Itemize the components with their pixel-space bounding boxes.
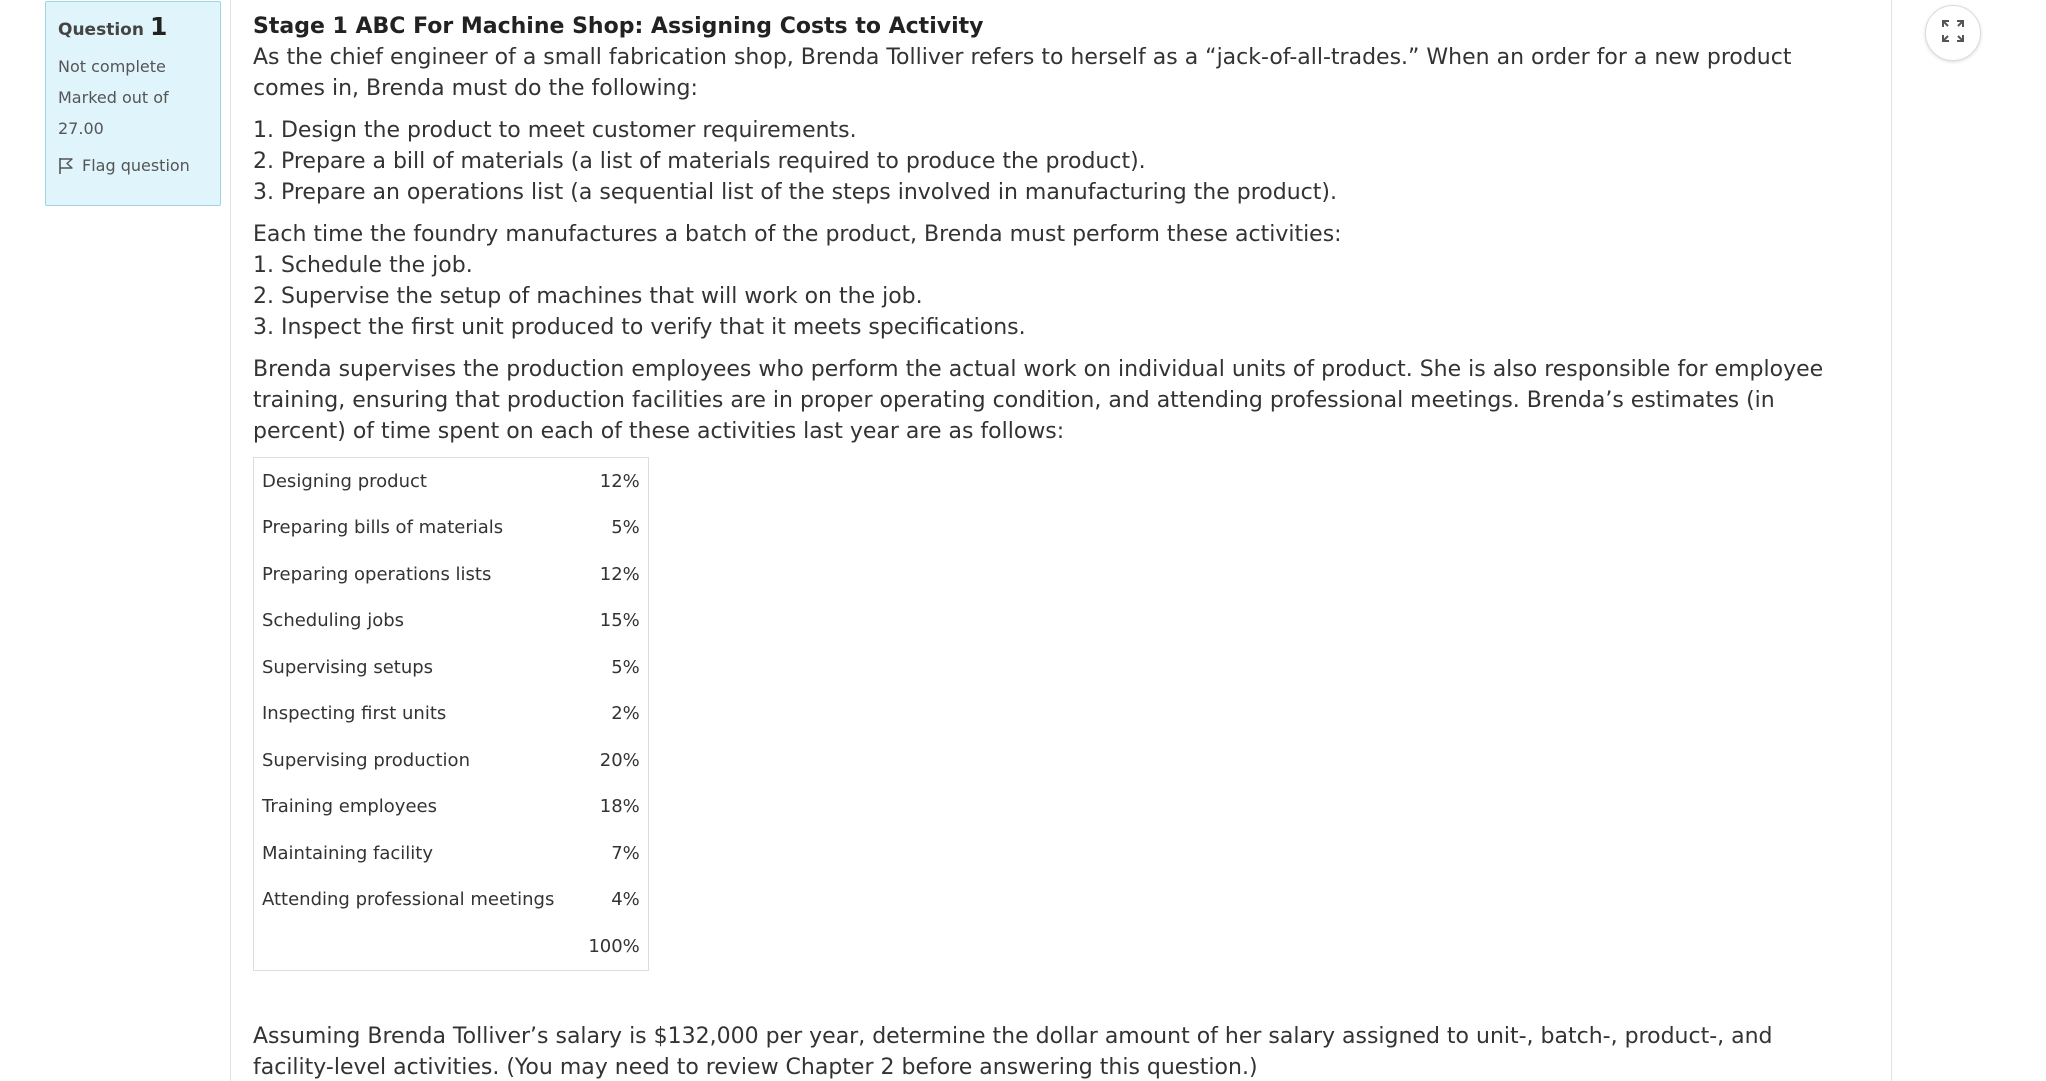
activity-percent: 5% [611,656,640,678]
activity-percent: 2% [611,703,640,725]
fullscreen-toggle-button[interactable] [1925,5,1981,61]
list-item: 1. Design the product to meet customer requirements. [253,118,857,143]
list-item: 2. Supervise the setup of machines that will work on the job. [253,284,923,309]
table-row [254,830,648,877]
question-content [230,0,1892,1081]
table-row [254,877,648,924]
batch-activities-block [253,219,1869,343]
list-item: 3. Prepare an operations list (a sequential list of the steps involved in manufacturing the product). [253,180,1337,205]
marked-out-of-label: Marked out of [58,88,169,107]
activity-percent: 5% [611,517,640,539]
list-item: 3. Inspect the first unit produced to verify that it meets specifications. [253,315,1026,340]
total-label-cell [254,923,580,970]
table-total-row [254,923,648,970]
table-row [254,458,648,505]
question-number: 1 [149,12,168,41]
activity-name: Maintaining facility [262,842,433,864]
activity-percent: 12% [599,470,640,492]
question-label: Question [58,20,144,40]
total-percent: 100% [588,935,640,957]
list-item: 1. Schedule the job. [253,253,473,278]
activity-name: Scheduling jobs [262,610,405,632]
question-status: Not complete [58,57,166,76]
batch-intro: Each time the foundry manufactures a batch of the product, Brenda must perform these activities: [253,222,1342,247]
intro-paragraph: As the chief engineer of a small fabrication shop, Brenda Tolliver refers to herself as a “jack-of-all-trades.” When an order for a new product comes in, Brenda must do the following: [253,45,1792,101]
activity-name: Attending professional meetings [262,889,555,911]
order-steps-list [253,115,1869,208]
activity-name: Inspecting first units [262,703,447,725]
activity-name: Preparing bills of materials [262,517,504,539]
activity-percent: 12% [599,563,640,585]
table-row [254,691,648,738]
expand-icon [1940,18,1966,48]
table-row [254,737,648,784]
flag-icon [58,157,74,175]
activity-name: Training employees [262,796,437,818]
marked-out-of-value: 27.00 [58,119,104,138]
table-row [254,644,648,691]
table-row [254,551,648,598]
table-row [254,505,648,552]
flag-question-button[interactable] [58,156,210,175]
question-number-line [58,12,210,41]
question-title: Stage 1 ABC For Machine Shop: Assigning Costs to Activity [253,14,984,39]
table-row [254,784,648,831]
table-row [254,598,648,645]
activity-name: Designing product [262,470,427,492]
activity-percent: 4% [611,889,640,911]
activity-name: Supervising production [262,749,470,771]
final-instruction-paragraph: Assuming Brenda Tolliver’s salary is $132,000 per year, determine the dollar amount of her salary assigned to unit-, batch-, product-, and facility-level activities. (You may need to review Chapter 2 before answering this question.) [253,1023,1773,1080]
activity-name: Preparing operations lists [262,563,492,585]
activity-percent: 18% [599,796,640,818]
activity-percent: 15% [599,610,640,632]
activity-percent: 7% [611,842,640,864]
flag-question-label: Flag question [82,156,190,175]
supervision-paragraph: Brenda supervises the production employees who perform the actual work on individual units of product. She is also responsible for employee training, ensuring that production facilities are in proper operating condition, and attending professional meetings. Brenda’s estimates (in percent) of time spent on each of these activities last year are as follows: [253,357,1824,444]
activity-name: Supervising setups [262,656,434,678]
question-info-panel [45,1,221,206]
activity-percent: 20% [599,749,640,771]
list-item: 2. Prepare a bill of materials (a list of materials required to produce the product). [253,149,1146,174]
activity-time-table [253,457,649,971]
